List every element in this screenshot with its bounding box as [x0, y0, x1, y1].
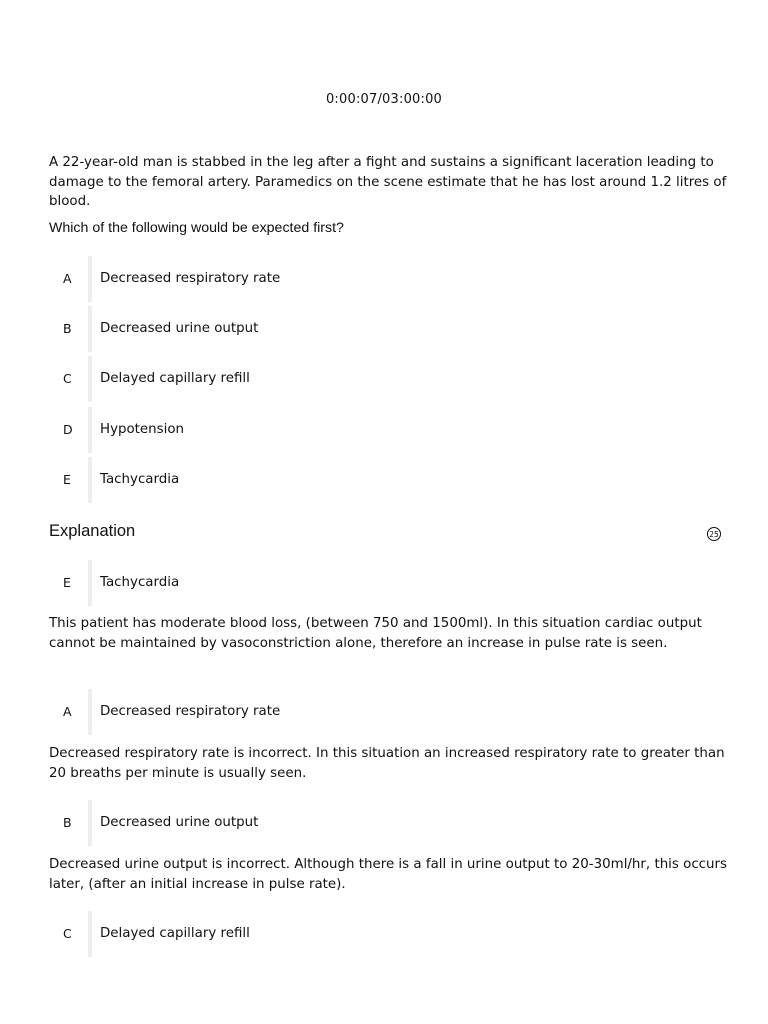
option-divider	[88, 356, 92, 402]
answer-option-a[interactable]	[49, 256, 729, 302]
answer-option-e[interactable]	[49, 457, 729, 503]
answer-option-d[interactable]	[49, 407, 729, 453]
option-text: Tachycardia	[100, 575, 180, 590]
option-text: Tachycardia	[100, 472, 180, 487]
explanation-detail-a: Decreased respiratory rate is incorrect. In this situation an increased respiratory rate to greater than 20 breaths per minute is usually seen.	[49, 746, 725, 781]
explanation-answer-e	[49, 560, 729, 606]
option-letter: D	[63, 422, 73, 437]
option-letter: E	[63, 472, 71, 487]
explanation-count-badge: 25	[707, 527, 721, 541]
option-divider	[88, 407, 92, 453]
answer-option-c[interactable]	[49, 356, 729, 402]
option-letter: B	[63, 321, 72, 336]
explanation-title: Explanation	[49, 522, 136, 540]
explanation-answer-b	[49, 800, 729, 846]
option-letter: C	[63, 926, 72, 941]
option-text: Delayed capillary refill	[100, 371, 250, 386]
option-divider	[88, 457, 92, 503]
option-text: Decreased respiratory rate	[100, 704, 281, 719]
option-text: Decreased respiratory rate	[100, 271, 281, 286]
option-text: Hypotension	[100, 422, 185, 437]
option-text: Decreased urine output	[100, 321, 259, 336]
option-divider	[88, 800, 92, 846]
exam-timer: 0:00:07/03:00:00	[325, 92, 443, 107]
option-text: Decreased urine output	[100, 815, 259, 830]
option-text: Delayed capillary refill	[100, 926, 250, 941]
question-prompt: Which of the following would be expected first?	[49, 220, 344, 236]
option-letter: E	[63, 575, 71, 590]
option-divider	[88, 560, 92, 606]
option-divider	[88, 256, 92, 302]
explanation-detail-e: This patient has moderate blood loss, (between 750 and 1500ml). In this situation cardiac output cannot be maintained by vasoconstriction alone, therefore an increase in pulse rate is seen.	[49, 616, 702, 651]
explanation-answer-a	[49, 689, 729, 735]
option-divider	[88, 306, 92, 352]
option-divider	[88, 689, 92, 735]
answer-option-b[interactable]	[49, 306, 729, 352]
option-letter: A	[63, 704, 72, 719]
explanation-detail-b: Decreased urine output is incorrect. Although there is a fall in urine output to 20-30ml/hr, this occurs later, (after an initial increase in pulse rate).	[49, 857, 728, 892]
option-letter: A	[63, 271, 72, 286]
question-stem: A 22-year-old man is stabbed in the leg after a fight and sustains a significant laceration leading to damage to the femoral artery. Paramedics on the scene estimate that he has lost around 1.2 litres of blood.	[49, 155, 727, 209]
explanation-answer-c	[49, 911, 729, 957]
option-divider	[88, 911, 92, 957]
option-letter: B	[63, 815, 72, 830]
option-letter: C	[63, 371, 72, 386]
